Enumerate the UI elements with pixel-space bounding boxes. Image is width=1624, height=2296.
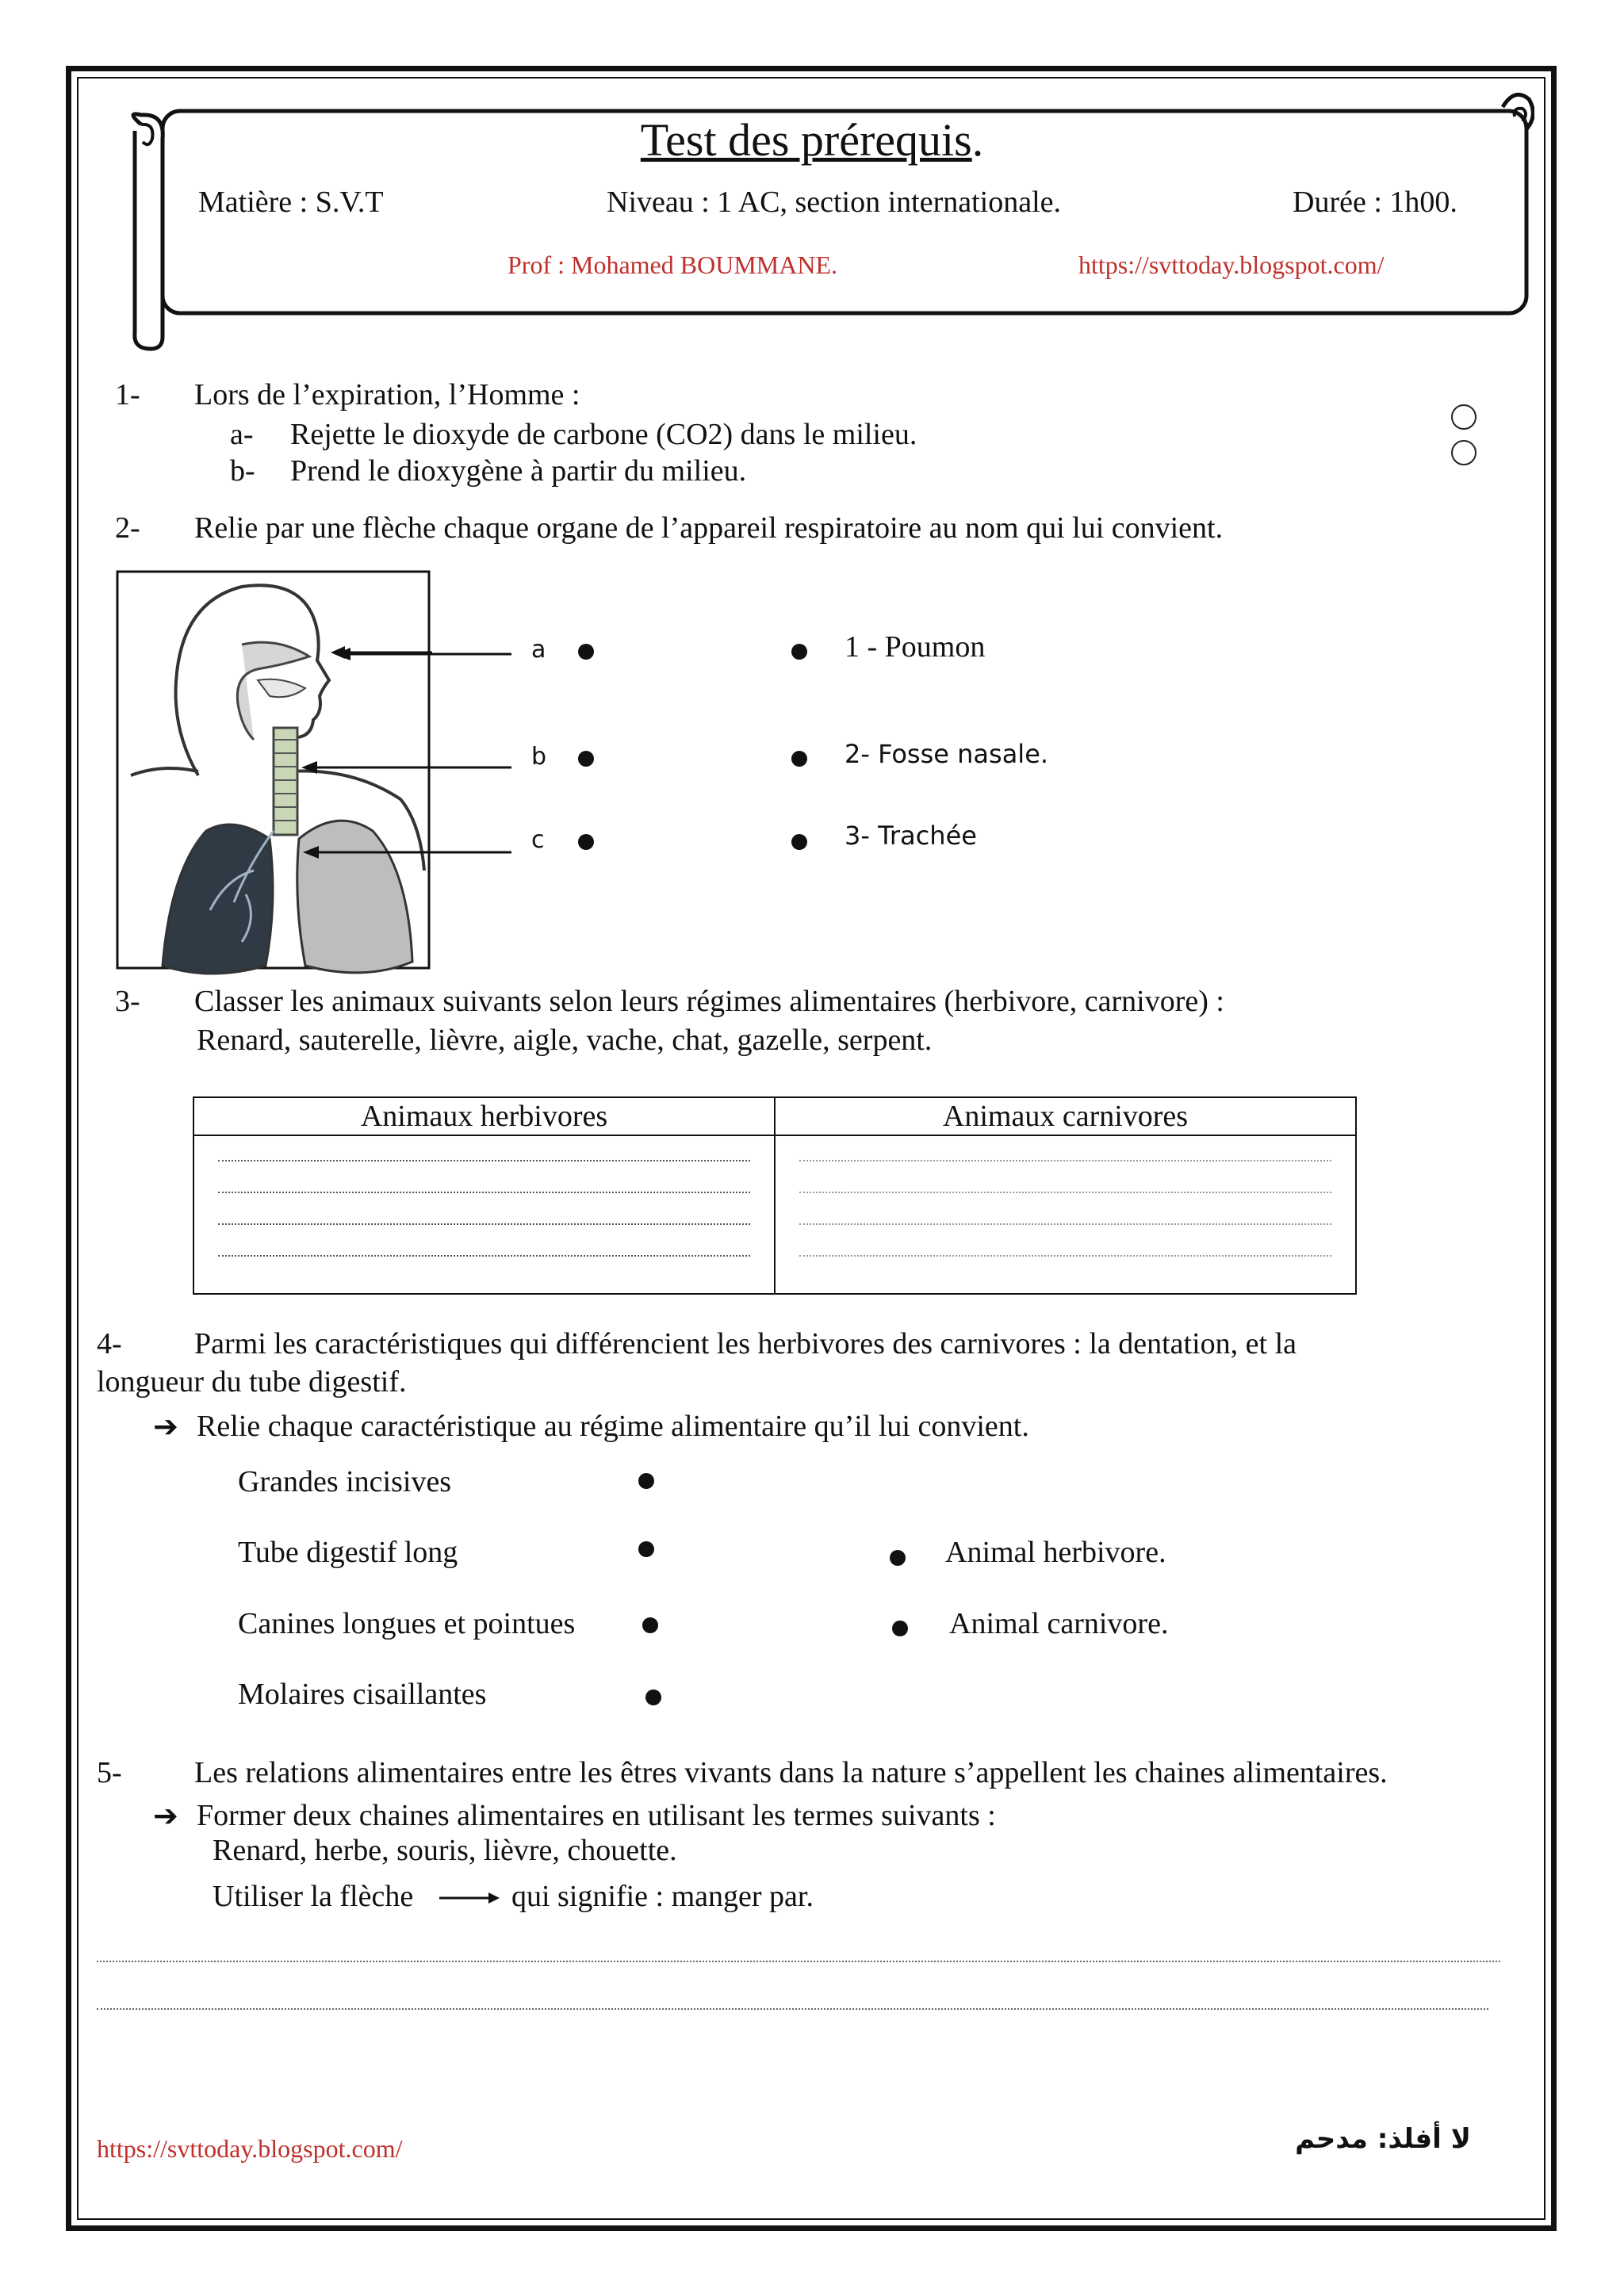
q2-right-dot-1[interactable] bbox=[791, 644, 807, 660]
q3-text: Classer les animaux suivants selon leurs régimes alimentaires (herbivore, carnivore) : bbox=[194, 985, 1224, 1018]
q4-text-line1: Parmi les caractéristiques qui différencient les herbivores des carnivores : la dentation, et la bbox=[194, 1327, 1297, 1360]
q1-text: Lors de l’expiration, l’Homme : bbox=[194, 378, 580, 411]
q4-char-tube-digestif: Tube digestif long bbox=[238, 1536, 458, 1569]
q3-number: 3- bbox=[115, 985, 140, 1018]
footer-url-link[interactable]: https://svttoday.blogspot.com/ bbox=[97, 2134, 403, 2163]
carnivores-answer-cell[interactable] bbox=[775, 1135, 1356, 1294]
duration-label: Durée : 1h00. bbox=[1293, 186, 1457, 219]
q2-left-dot-c[interactable] bbox=[578, 834, 594, 850]
header-url-link[interactable]: https://svttoday.blogspot.com/ bbox=[1078, 251, 1385, 279]
q1-option-a-text: Rejette le dioxyde de carbone (CO2) dans le milieu. bbox=[290, 418, 917, 451]
q1-option-a-radio[interactable] bbox=[1451, 404, 1477, 430]
title-period: . bbox=[971, 114, 984, 166]
q4-char-dot-3[interactable] bbox=[642, 1617, 658, 1633]
q4-char-dot-2[interactable] bbox=[638, 1541, 654, 1557]
q4-regime-herbivore: Animal herbivore. bbox=[945, 1536, 1166, 1569]
q2-answer-poumon: 1 - Poumon bbox=[845, 630, 986, 664]
q2-pointer-arrows bbox=[301, 638, 515, 876]
q4-regime-carnivore: Animal carnivore. bbox=[949, 1607, 1169, 1640]
q4-char-dot-4[interactable] bbox=[645, 1689, 661, 1705]
q5-number: 5- bbox=[97, 1756, 122, 1789]
q2-text: Relie par une flèche chaque organe de l’appareil respiratoire au nom qui lui convient. bbox=[194, 511, 1224, 545]
q1-option-b-letter: b- bbox=[230, 454, 255, 488]
teacher-name: Prof : Mohamed BOUMMANE. bbox=[508, 251, 837, 279]
q2-label-a: a bbox=[531, 636, 546, 664]
q4-char-canines: Canines longues et pointues bbox=[238, 1607, 576, 1640]
title-text: Test des prérequis bbox=[640, 114, 972, 166]
arrow-right-icon-q5: ➔ bbox=[153, 1798, 178, 1833]
q4-regime-dot-carnivore[interactable] bbox=[892, 1621, 908, 1636]
page-title bbox=[0, 113, 1624, 168]
q1-number: 1- bbox=[115, 378, 140, 411]
q3-classification-table bbox=[193, 1096, 1357, 1295]
q4-text-line2: longueur du tube digestif. bbox=[97, 1365, 407, 1399]
footer-arabic-signature: لا أفلذ: مدحم bbox=[1295, 2123, 1471, 2155]
q5-terms: Renard, herbe, souris, lièvre, chouette. bbox=[213, 1834, 677, 1867]
col-herbivores-header: Animaux herbivores bbox=[193, 1097, 775, 1135]
q4-number: 4- bbox=[97, 1327, 122, 1360]
q2-answer-fosse-nasale: 2- Fosse nasale. bbox=[845, 739, 1049, 769]
q5-answer-line-2[interactable] bbox=[97, 2008, 1488, 2010]
q2-answer-trachee: 3- Trachée bbox=[845, 821, 977, 851]
q5-arrow-prefix: Utiliser la flèche bbox=[213, 1880, 414, 1913]
arrow-example-icon bbox=[438, 1890, 501, 1906]
q4-instruction: Relie chaque caractéristique au régime alimentaire qu’il lui convient. bbox=[197, 1410, 1029, 1443]
arrow-right-icon: ➔ bbox=[153, 1409, 178, 1444]
q2-label-c: c bbox=[531, 826, 545, 854]
q2-left-dot-b[interactable] bbox=[578, 751, 594, 767]
q1-option-a-letter: a- bbox=[230, 418, 254, 451]
q5-instruction: Former deux chaines alimentaires en utilisant les termes suivants : bbox=[197, 1799, 996, 1832]
q1-option-b-text: Prend le dioxygène à partir du milieu. bbox=[290, 454, 747, 488]
q4-char-dot-1[interactable] bbox=[638, 1473, 654, 1489]
level-label: Niveau : 1 AC, section internationale. bbox=[607, 186, 1062, 219]
q5-arrow-suffix: qui signifie : manger par. bbox=[511, 1880, 814, 1913]
herbivores-answer-cell[interactable] bbox=[193, 1135, 775, 1294]
q3-animals-list: Renard, sauterelle, lièvre, aigle, vache, chat, gazelle, serpent. bbox=[197, 1024, 933, 1057]
q1-option-b-radio[interactable] bbox=[1451, 440, 1477, 465]
q4-char-incisives: Grandes incisives bbox=[238, 1465, 452, 1498]
q5-answer-line-1[interactable] bbox=[97, 1961, 1500, 1962]
q2-right-dot-3[interactable] bbox=[791, 834, 807, 850]
q2-label-b: b bbox=[531, 743, 547, 771]
subject-label: Matière : S.V.T bbox=[198, 186, 384, 219]
q5-text: Les relations alimentaires entre les êtres vivants dans la nature s’appellent les chaines alimentaires. bbox=[194, 1756, 1388, 1789]
q4-regime-dot-herbivore[interactable] bbox=[890, 1550, 906, 1566]
col-carnivores-header: Animaux carnivores bbox=[775, 1097, 1356, 1135]
q4-char-molaires: Molaires cisaillantes bbox=[238, 1678, 487, 1711]
q2-right-dot-2[interactable] bbox=[791, 751, 807, 767]
q2-number: 2- bbox=[115, 511, 140, 545]
q2-left-dot-a[interactable] bbox=[578, 644, 594, 660]
